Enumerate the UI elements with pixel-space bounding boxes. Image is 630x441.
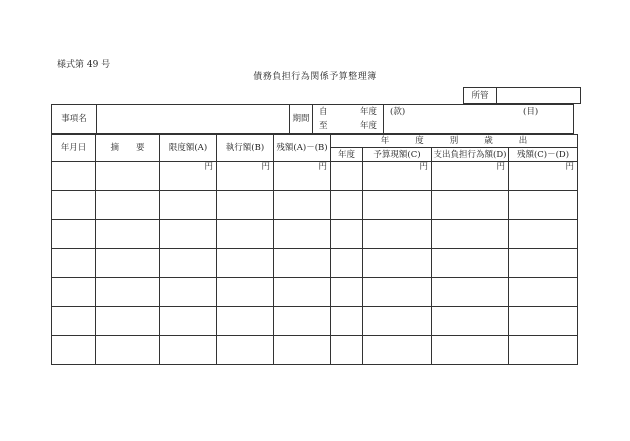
moku-label: (目) [523,107,539,117]
col-date: 年月日 [52,135,96,162]
yen-unit[interactable]: 円 [160,162,217,191]
table-row [52,220,578,249]
yen-unit[interactable]: 円 [432,162,509,191]
shokan-box [463,87,581,104]
kan-moku-cell[interactable] [384,105,574,134]
table-row [52,191,578,220]
col-debt: 支出負担行為額(D) [432,148,509,162]
to-nendo-label: 年度 [360,121,378,131]
table-row [52,249,578,278]
jikou-field[interactable] [97,105,290,134]
col-budget: 予算現額(C) [363,148,432,162]
from-nendo-label: 年度 [360,107,378,117]
page-title: 債務負担行為関係予算整理簿 [253,72,377,82]
yen-unit[interactable]: 円 [363,162,432,191]
kan-label: (款) [390,107,406,117]
col-summary: 摘 要 [96,135,160,162]
ledger-table [51,134,578,365]
yen-unit[interactable]: 円 [509,162,578,191]
yen-unit[interactable]: 円 [274,162,331,191]
to-label: 至 [319,121,328,131]
period-cell[interactable] [313,105,384,134]
col-executed: 執行額(B) [217,135,274,162]
header-table [51,104,574,134]
jikou-label: 事項名 [52,105,97,134]
col-year: 年度 [331,148,363,162]
col-remain2: 残額(C)－(D) [509,148,578,162]
from-label: 自 [319,107,328,117]
shokan-label: 所管 [464,88,497,104]
col-limit: 限度額(A) [160,135,217,162]
table-row [52,336,578,365]
yen-unit[interactable]: 円 [217,162,274,191]
shokan-field[interactable] [497,88,581,104]
table-row [52,307,578,336]
col-remain: 残額(A)－(B) [274,135,331,162]
kikan-label: 期間 [290,105,313,134]
col-year-distribution: 年 度 別 歳 出 [331,135,578,148]
table-row [52,278,578,307]
form-number: 様式第 49 号 [57,60,111,70]
table-row [52,162,578,191]
